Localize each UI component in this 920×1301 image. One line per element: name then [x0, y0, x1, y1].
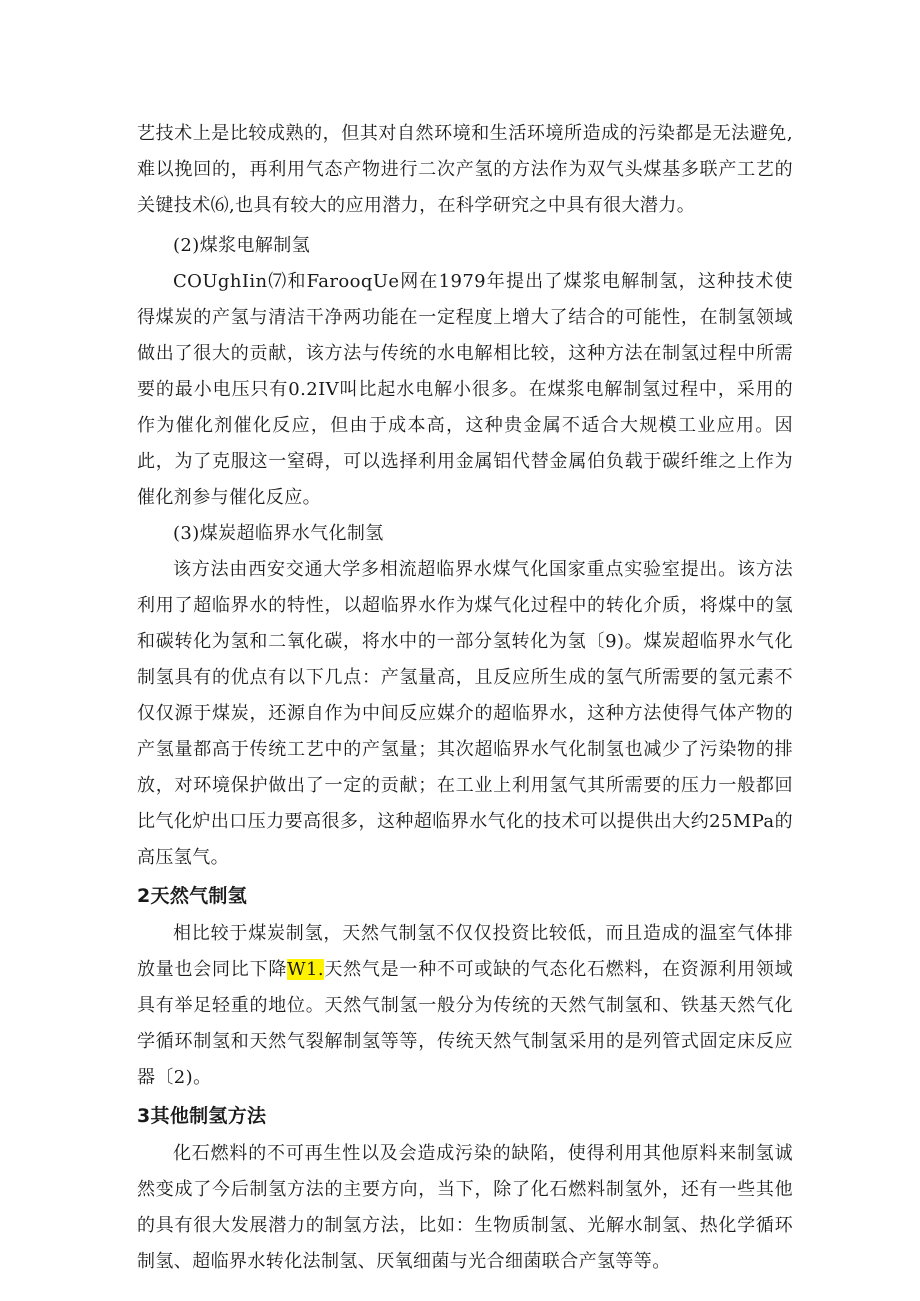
heading-other-hydrogen-methods: 3其他制氢方法: [137, 1105, 267, 1127]
subheading-coal-slurry-electrolysis: (2)煤浆电解制氢: [173, 235, 311, 256]
paragraph-natural-gas-text-before: 相比较于煤炭制氢，天然气制氢不仅仅投资比较低，而且造成的温室气体排放量也会同比下降: [137, 923, 793, 980]
paragraph-coal-slurry-electrolysis: COUghIin⑺和FarooqUe网在1979年提出了煤浆电解制氢，这种技术使得煤炭的产氢与清洁干净两功能在一定程度上增大了结合的可能性，在制氢领域做出了很大的贡献，该方法与传统的水电解相比较，这种方法在制氢过程中所需要的最小电压只有0.2IV叫比起水电解小很多。在煤浆电解制氢过程中，采用的作为催化剂催化反应，但由于成本高，这种贵金属不适合大规模工业应用。因此，为了克服这一窒碍，可以选择利用金属铝代替金属伯负载于碳纤维之上作为催化剂参与催化反应。: [137, 271, 793, 508]
document-body: [137, 116, 793, 1280]
paragraph-coal-gas-continuation: 艺技术上是比较成熟的，但其对自然环境和生活环境所造成的污染都是无法避免,难以挽回的，再利用气态产物进行二次产氢的方法作为双气头煤基多联产工艺的关键技术⑹,也具有较大的应用潜力，在科学研究之中具有很大潜力。: [137, 123, 793, 216]
paragraph-natural-gas-hydrogen: [137, 916, 793, 1096]
subheading-supercritical-water-gasification: (3)煤炭超临界水气化制氢: [173, 523, 384, 544]
paragraph-supercritical-water-gasification: 该方法由西安交通大学多相流超临界水煤气化国家重点实验室提出。该方法利用了超临界水的特性，以超临界水作为煤气化过程中的转化介质，将煤中的氢和碳转化为氢和二氧化碳，将水中的一部分氢转化为氢〔9)。煤炭超临界水气化制氢具有的优点有以下几点：产氢量高，且反应所生成的氢气所需要的氢元素不仅仅源于煤炭，还源自作为中间反应媒介的超临界水，这种方法使得气体产物的产氢量都高于传统工艺中的产氢量；其次超临界水气化制氢也减少了污染物的排放，对环境保护做出了一定的贡献；在工业上利用氢气其所需要的压力一般都回比气化炉出口压力要高很多，这种超临界水气化的技术可以提供出大约25MPa的高压氢气。: [137, 559, 793, 868]
paragraph-natural-gas-text-after: 天然气是一种不可或缺的气态化石燃料，在资源利用领域具有举足轻重的地位。天然气制氢一般分为传统的天然气制氢和、铁基天然气化学循环制氢和天然气裂解制氢等等，传统天然气制氢采用的是列管式固定床反应器〔2)。: [137, 959, 793, 1088]
highlighted-citation: W1.: [287, 959, 324, 980]
heading-natural-gas-hydrogen: 2天然气制氢: [137, 885, 248, 907]
paragraph-other-hydrogen-methods: 化石燃料的不可再生性以及会造成污染的缺陷，使得利用其他原料来制氢诚然变成了今后制氢方法的主要方向，当下，除了化石燃料制氢外，还有一些其他的具有很大发展潜力的制氢方法，比如：生物质制氢、光解水制氢、热化学循环制氢、超临界水转化法制氢、厌氧细菌与光合细菌联合产氢等等。: [137, 1143, 793, 1272]
